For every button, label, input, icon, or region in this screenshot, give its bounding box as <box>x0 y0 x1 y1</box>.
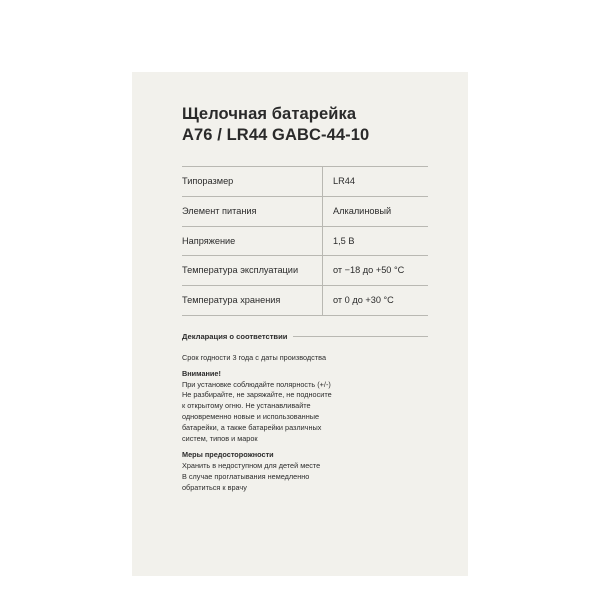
table-row <box>182 167 428 197</box>
table-row <box>182 285 428 315</box>
table-row <box>182 256 428 286</box>
spec-value: от −18 до +50 °C <box>333 265 405 276</box>
title-line-1: Щелочная батарейка <box>182 105 357 123</box>
spec-name: Типоразмер <box>182 167 323 197</box>
table-row <box>182 226 428 256</box>
title-line-2: A76 / LR44 GABC-44-10 <box>182 126 370 145</box>
spec-value: от 0 до +30 °C <box>333 294 394 305</box>
page-title <box>182 104 428 146</box>
warning-line: батарейки, а также батарейки различных <box>182 423 322 433</box>
spec-name: Напряжение <box>182 226 323 256</box>
warning-line: систем, типов и марок <box>182 434 258 444</box>
warning-heading: Внимание! <box>182 368 221 378</box>
battery-label-card <box>132 72 468 576</box>
divider <box>293 336 428 337</box>
precautions-line: В случае проглатывания немедленно <box>182 472 310 482</box>
shelf-life-text: Срок годности 3 года с даты производства <box>182 352 326 362</box>
label-content <box>182 104 428 494</box>
spec-value: LR44 <box>333 176 355 187</box>
spec-value: Алкалиновый <box>333 205 392 216</box>
table-row <box>182 196 428 226</box>
declaration-label: Декларация о соответствии <box>182 331 288 341</box>
precautions-heading: Меры предосторожности <box>182 450 274 460</box>
warning-line: Не разбирайте, не заряжайте, не подносите <box>182 390 332 400</box>
specification-table <box>182 166 428 315</box>
warning-line: При установке соблюдайте полярность (+/-) <box>182 379 331 389</box>
warning-line: одновременно новые и использованные <box>182 412 320 422</box>
spec-name: Температура хранения <box>182 285 323 315</box>
warning-line: к открытому огню. Не устанавливайте <box>182 401 311 411</box>
precautions-line: Хранить в недоступном для детей месте <box>182 461 321 471</box>
spec-name: Элемент питания <box>182 196 323 226</box>
declaration-section <box>182 332 428 341</box>
fine-print <box>182 353 428 494</box>
precautions-line: обратиться к врачу <box>182 482 247 492</box>
spec-name: Температура эксплуатации <box>182 256 323 286</box>
spec-value: 1,5 В <box>333 235 355 246</box>
